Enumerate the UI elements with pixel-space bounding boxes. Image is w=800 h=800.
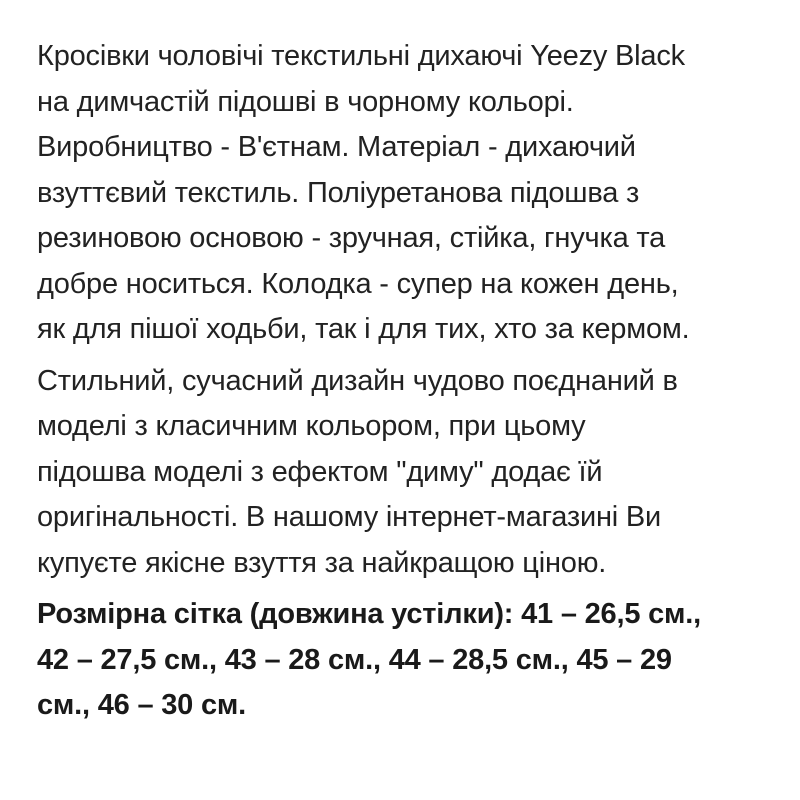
text-line: оригінальності. В нашому інтернет-магазині Ви [37,501,662,533]
description-paragraph-1 [37,34,777,353]
text-line: Стильний, сучасний дизайн чудово поєднаний в [37,364,678,397]
product-description [37,34,777,729]
text-line: як для пішої ходьби, так і для тих, хто за кермом. [37,313,690,345]
text-line: підошва моделі з ефектом "диму" додає їй [37,455,603,488]
text-line: резиновою основою - зручная, стійка, гнучка та [37,222,666,254]
size-chart-paragraph [37,592,777,729]
text-line: Кросівки чоловічі текстильні дихаючі Yeezy Black [37,40,685,72]
text-line: на димчастій підошві в чорному кольорі. [37,85,574,118]
text-line: Виробництво - В'єтнам. Матеріал - дихаючий [37,131,636,163]
size-chart-line: Розмірна сітка (довжина устілки): 41 – 26,5 см., [37,598,701,630]
text-line: моделі з класичним кольором, при цьому [37,410,586,442]
text-line: взуттєвий текстиль. Поліуретанова підошва з [37,176,640,209]
text-line: добре носиться. Колодка - супер на кожен день, [37,267,679,300]
description-paragraph-2 [37,359,777,587]
text-line: купуєте якісне взуття за найкращою ціною. [37,546,607,579]
size-chart-line: 42 – 27,5 см., 43 – 28 см., 44 – 28,5 см., 45 – 29 [37,643,672,676]
size-chart-line: см., 46 – 30 см. [37,689,247,721]
